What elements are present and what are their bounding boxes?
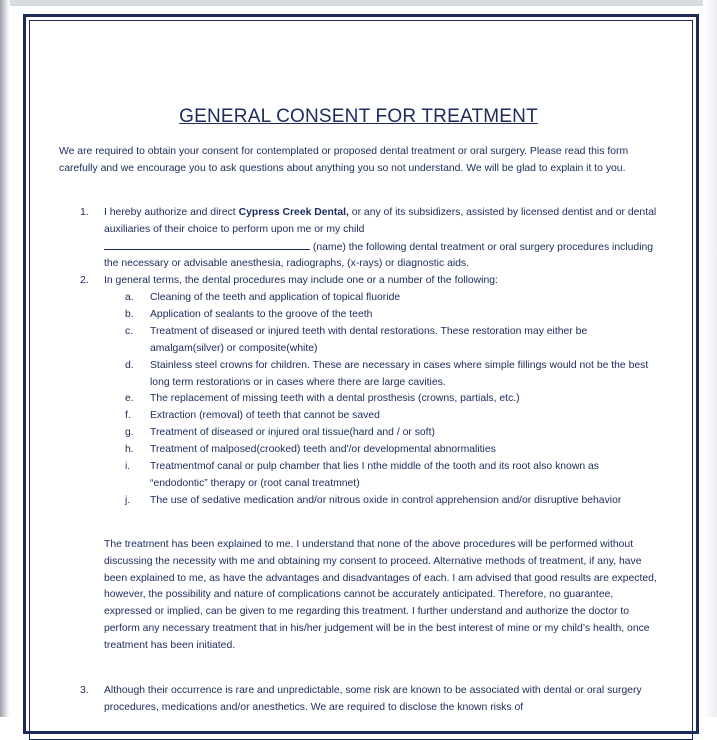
subitem-text: Treatmentmof canal or pulp chamber that lies I nthe middle of the tooth and its root also known as “endodontic” therapy or (root canal treatmnet): [150, 461, 599, 489]
scan-top-edge: [0, 0, 717, 6]
item-1-text-b: or any of its subsidizers, assisted by licensed dentist and or dental auxiliaries of their choice to perform upon me or my child: [104, 207, 657, 235]
subitem-letter: j.: [125, 495, 131, 506]
subitem-letter: c.: [125, 326, 134, 337]
subitem-text: Treatment of malposed(crooked) teeth and'/or developmental abnormalities: [150, 444, 496, 455]
item-2-text: In general terms, the dental procedures may include one or a number of the following:: [104, 275, 498, 286]
treatment-explanation: The treatment has been explained to me. I understand that none of the above procedures will be performed without discussing the necessity with me and obtaining my consent to proceed. Alternative methods of treatment, if any, have been explained to me, as have the advantages and disadvantages of each. I am advised that good results are expected, however, the possibility and nature of complications cannot be accurately anticipated. Therefore, no guarantee, expressed or implied, can be given to me regarding this treatment. I further understand and authorize the doctor to perform any necessary treatment that in his/her judgement will be in the best interest of mine or my child’s health, once treatment has been initiated.: [104, 539, 657, 651]
practice-name: Cypress Creek Dental,: [238, 207, 349, 218]
item-1-text-c: (name) the following dental treatment or oral surgery procedures including the necessary or advisable anesthesia, radiographs, (x-rays) or diagnostic aids.: [104, 241, 654, 270]
page-title: GENERAL CONSENT FOR TREATMENT: [179, 106, 538, 127]
subitem-letter: f.: [125, 410, 131, 421]
subitem-text: Treatment of diseased or injured oral tissue(hard and / or soft): [150, 427, 435, 438]
subitem-text: Extraction (removal) of teeth that cannot be saved: [150, 410, 380, 421]
item-3-number: 3.: [80, 685, 89, 696]
item-1-text-a: I hereby authorize and direct: [104, 207, 239, 218]
subitem-letter: h.: [125, 444, 134, 455]
item-3-text: Although their occurrence is rare and unpredictable, some risk are known to be associated with dental or oral surgery procedures, medications and/or anesthetics. We are required to disclose the known risks of: [104, 685, 642, 713]
subitem-text: The replacement of missing teeth with a dental prosthesis (crowns, partials, etc.): [150, 393, 520, 404]
subitem-letter: d.: [125, 360, 134, 371]
subitem-text: Application of sealants to the groove of the teeth: [150, 309, 373, 320]
subitem-text: Stainless steel crowns for children. These are necessary in cases where simple fillings would not be the best long term restorations or in cases where there are large cavities.: [150, 360, 649, 388]
subitem-letter: i.: [125, 461, 131, 472]
subitem-letter: a.: [125, 292, 134, 303]
item-2-number: 2.: [80, 275, 89, 286]
child-name-blank[interactable]: [104, 239, 310, 250]
subitem-text: The use of sedative medication and/or nitrous oxide in control apprehension and/or disruptive behavior: [150, 495, 622, 506]
item-1-number: 1.: [80, 207, 89, 218]
intro-paragraph: We are required to obtain your consent for contemplated or proposed dental treatment or oral surgery. Please read this form carefully and we encourage you to ask questions about anything you so not understand. We will be glad to explain it to you.: [59, 146, 629, 174]
subitem-text: Treatment of diseased or injured teeth with dental restorations. These restoration may either be amalgam(silver) or composite(white): [150, 326, 588, 354]
subitem-text: Cleaning of the teeth and application of topical fluoride: [150, 292, 401, 303]
subitem-letter: e.: [125, 393, 134, 404]
subitem-letter: b.: [125, 309, 134, 320]
subitem-letter: g.: [125, 427, 134, 438]
item-1-text: [104, 205, 664, 273]
